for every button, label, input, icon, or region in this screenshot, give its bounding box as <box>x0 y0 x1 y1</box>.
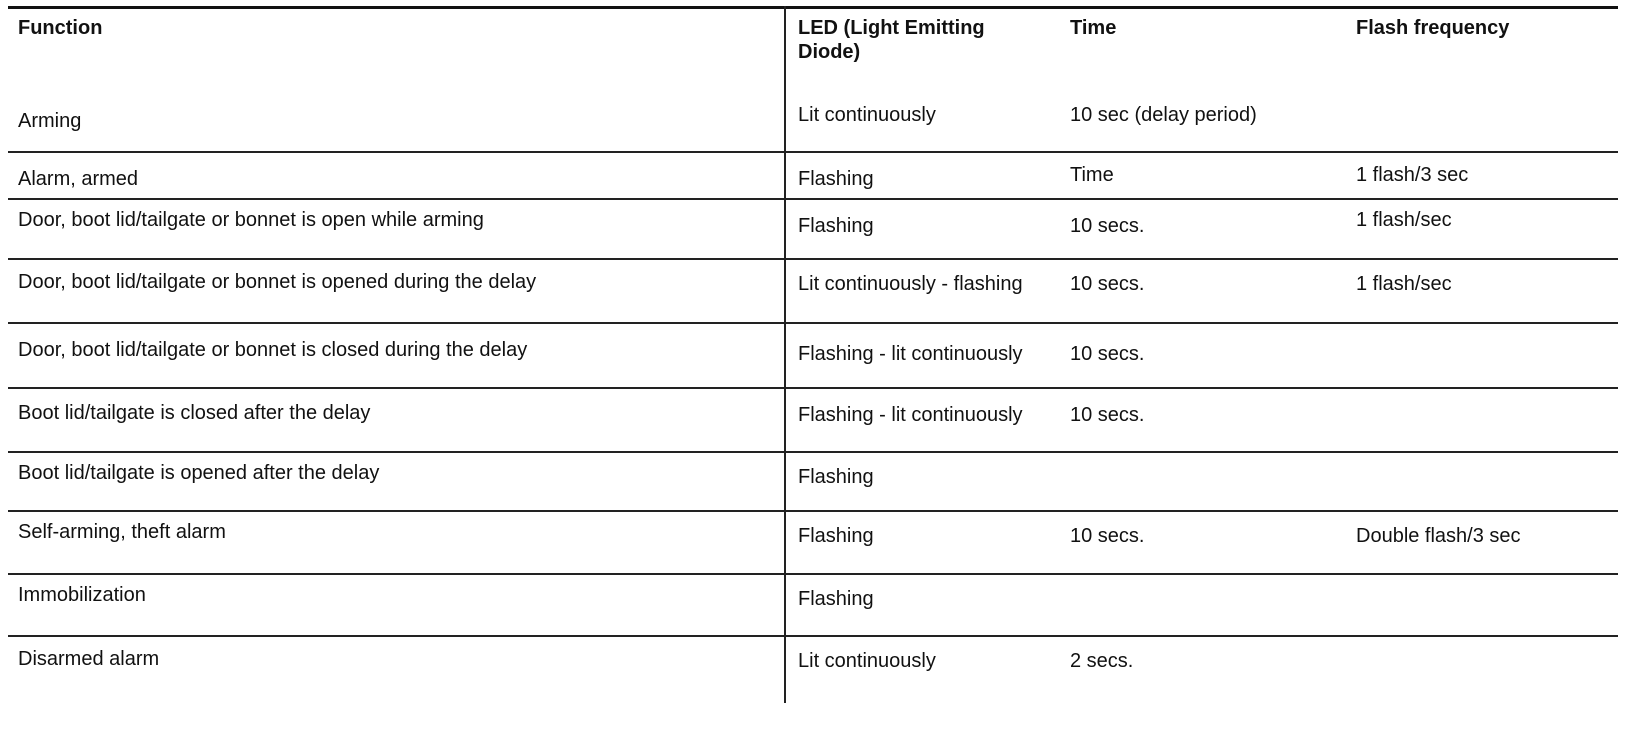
cell-time: Time <box>1070 164 1114 186</box>
table-row <box>8 153 1618 200</box>
table-row <box>8 324 1618 389</box>
cell-flash: Double flash/3 sec <box>1356 525 1521 547</box>
table-row <box>8 91 1618 153</box>
table-row <box>8 575 1618 637</box>
cell-led: Lit continuously <box>798 650 936 672</box>
cell-led: Flashing - lit continuously <box>798 343 1023 365</box>
cell-time: 10 secs. <box>1070 343 1145 365</box>
table-header-row <box>8 6 1618 91</box>
header-time: Time <box>1070 17 1117 39</box>
cell-function: Door, boot lid/tailgate or bonnet is closed during the delay <box>18 339 528 361</box>
cell-led: Flashing <box>798 215 874 237</box>
table-row <box>8 260 1618 324</box>
header-flash-frequency: Flash frequency <box>1356 17 1510 39</box>
header-function: Function <box>18 17 103 39</box>
cell-time: 10 secs. <box>1070 215 1145 237</box>
cell-function: Door, boot lid/tailgate or bonnet is opened during the delay <box>18 271 537 293</box>
cell-led: Flashing <box>798 588 874 610</box>
cell-led: Flashing <box>798 525 874 547</box>
table-row <box>8 200 1618 260</box>
cell-time: 10 secs. <box>1070 404 1145 426</box>
cell-function: Boot lid/tailgate is closed after the delay <box>18 402 371 424</box>
cell-led: Lit continuously <box>798 104 936 126</box>
cell-flash: 1 flash/3 sec <box>1356 164 1469 186</box>
cell-function: Arming <box>18 110 82 132</box>
cell-time: 10 secs. <box>1070 525 1145 547</box>
table-row <box>8 512 1618 575</box>
table-row <box>8 453 1618 512</box>
cell-led: Flashing <box>798 466 874 488</box>
cell-flash: 1 flash/sec <box>1356 209 1452 231</box>
cell-time: 10 secs. <box>1070 273 1145 295</box>
cell-time: 10 sec (delay period) <box>1070 104 1257 126</box>
cell-function: Boot lid/tailgate is opened after the delay <box>18 462 380 484</box>
cell-flash: 1 flash/sec <box>1356 273 1452 295</box>
cell-function: Alarm, armed <box>18 168 139 190</box>
table-row <box>8 389 1618 453</box>
cell-function: Disarmed alarm <box>18 648 160 670</box>
cell-function: Immobilization <box>18 584 146 606</box>
cell-led: Lit continuously - flashing <box>798 273 1023 295</box>
cell-led: Flashing - lit continuously <box>798 404 1023 426</box>
table-row <box>8 637 1618 703</box>
cell-led: Flashing <box>798 168 874 190</box>
cell-function: Door, boot lid/tailgate or bonnet is open while arming <box>18 209 484 231</box>
header-led: LED (Light Emitting Diode) <box>798 17 985 63</box>
cell-time: 2 secs. <box>1070 650 1134 672</box>
cell-function: Self-arming, theft alarm <box>18 521 226 543</box>
